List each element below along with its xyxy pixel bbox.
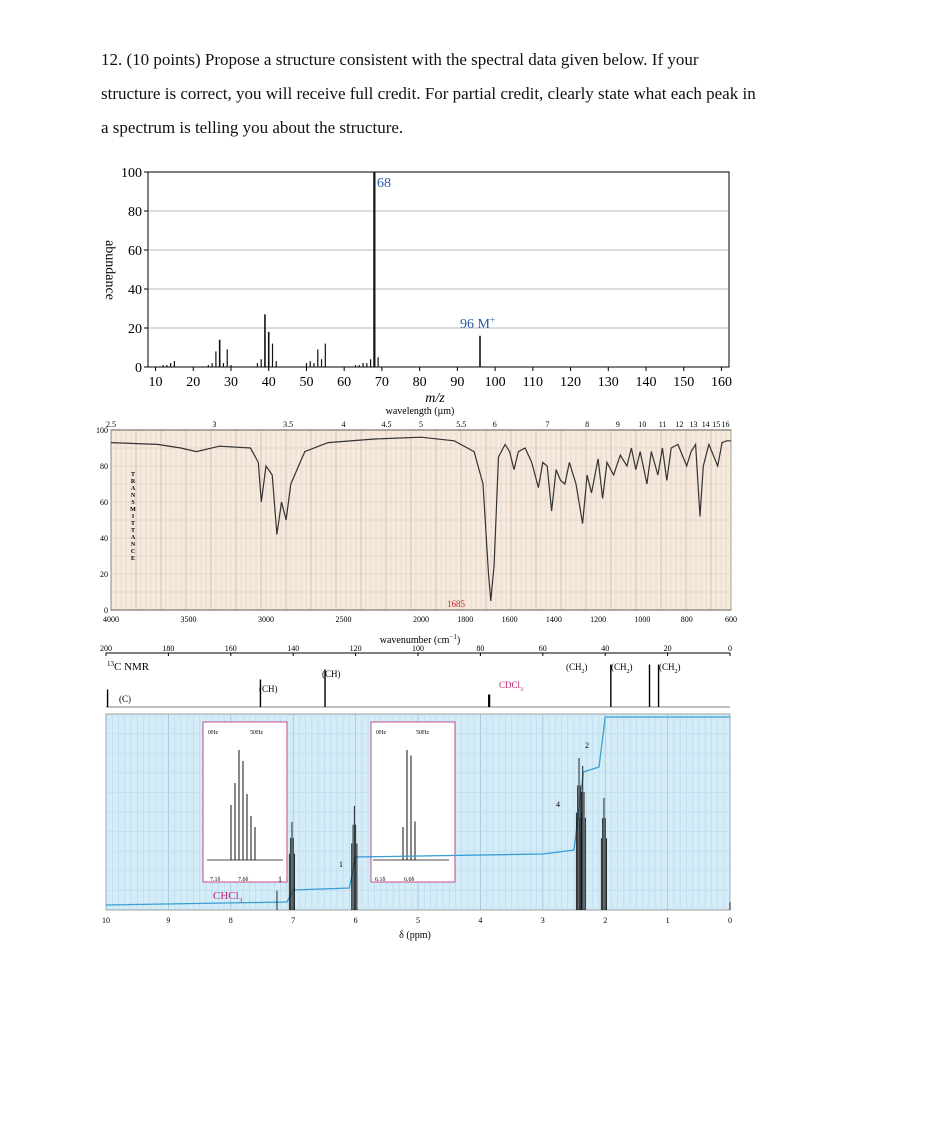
ms-peak-68: [373, 172, 375, 367]
ir-ytick-80: 80: [100, 462, 108, 471]
ir-ylabel-char: C: [130, 549, 136, 555]
h1-inset-left-ppm-a: 7.1δ: [210, 877, 221, 883]
ms-peak-27: [219, 340, 221, 367]
ms-ylabel: abundance: [102, 240, 117, 300]
ms-peak-96: [479, 336, 481, 367]
h1-tick-10: 10: [102, 916, 110, 925]
ms-ytick-label-40: 40: [128, 283, 142, 298]
ir-ylabel-char: T: [130, 472, 136, 478]
ms-xtick-label-50: 50: [299, 375, 314, 390]
c13-label-ch2-b: $(CH_2)$: [611, 662, 633, 675]
h1-tick-1: 1: [665, 916, 670, 925]
ms-xtick-label-20: 20: [186, 375, 201, 390]
h1-inset-left-hz0: 0Hz: [208, 730, 218, 736]
h1-tick-4: 4: [478, 916, 483, 925]
c13-tick-40: 40: [601, 644, 610, 653]
ir-ytick-20: 20: [100, 570, 108, 579]
ms-xtick-label-40: 40: [261, 375, 276, 390]
ir-ytick-40: 40: [100, 534, 108, 543]
h1-integral-label-4: 2: [585, 741, 589, 750]
ir-bottom-tick-1600: 1600: [501, 615, 518, 624]
h1-integral-label-2: 1: [339, 860, 343, 869]
ir-ylabel-char: N: [130, 542, 136, 548]
ms-peak-37: [257, 363, 258, 367]
ir-ylabel-char: A: [130, 486, 136, 492]
ir-top-tick-7: 7: [545, 420, 550, 429]
ms-xlabel: m/z: [425, 391, 445, 406]
ms-ytick-label-100: 100: [121, 166, 142, 181]
h1-tick-0: 0: [728, 916, 732, 925]
ms-peak-51: [310, 361, 311, 367]
h1-inset-right-hz0: 0Hz: [376, 730, 386, 736]
h1-tick-5: 5: [416, 916, 420, 925]
ms-peak-64: [359, 365, 360, 367]
ir-top-tick-2.5: 2.5: [106, 420, 116, 429]
ir-bottom-axis-label: wavenumber $(cm^{-1})$: [379, 633, 461, 646]
ms-peak-50: [306, 363, 307, 367]
question-line-1: 12. (10 points) Propose a structure consistent with the spectral data given below. If your: [101, 50, 699, 69]
ir-top-tick-4: 4: [341, 420, 346, 429]
ms-peak-25: [212, 363, 213, 367]
h1-inset-right-ppm-a: 6.1δ: [375, 877, 386, 883]
ms-xtick-label-120: 120: [560, 375, 582, 390]
ir-ylabel-char: E: [130, 556, 136, 562]
ms-ytick-label-0: 0: [135, 361, 142, 376]
ms-peak-55: [325, 344, 326, 367]
ms-xtick-label-130: 130: [597, 375, 619, 390]
ms-peak-41: [272, 344, 273, 367]
h1-inset-right-ppm-b: 6.0δ: [404, 877, 415, 883]
ms-peak-39: [264, 314, 266, 367]
h1-inset-left-ppm-b: 7.0δ: [238, 877, 249, 883]
ir-top-tick-13: 13: [689, 420, 698, 429]
ms-peak-26: [215, 351, 216, 367]
question-line-2: structure is correct, you will receive full credit. For partial credit, clearly state what each peak in: [101, 84, 756, 103]
ir-top-tick-11: 11: [658, 420, 667, 429]
ir-ylabel-char: A: [130, 535, 136, 541]
ir-top-axis-label: wavelength (µm): [385, 406, 455, 417]
ms-label-base-peak: 68: [377, 176, 391, 191]
ir-ylabel-char: N: [130, 493, 136, 499]
ms-ytick-label-80: 80: [128, 205, 142, 220]
h1-inset-right-hz50: 50Hz: [416, 730, 429, 736]
c13-tick-120: 120: [349, 644, 362, 653]
ir-bottom-tick-1000: 1000: [634, 615, 651, 624]
c13-tick-20: 20: [663, 644, 672, 653]
ir-ylabel-char: R: [130, 479, 136, 485]
ms-peak-13: [166, 365, 167, 367]
ms-peak-42: [276, 361, 277, 367]
c13-tick-160: 160: [224, 644, 237, 653]
ir-ylabel-char: M: [130, 507, 136, 513]
ir-top-tick-3.5: 3.5: [283, 420, 294, 429]
c13-label-c: (C): [119, 694, 131, 704]
ir-bottom-tick-1400: 1400: [545, 615, 562, 624]
ir-bottom-tick-3000: 3000: [258, 615, 274, 624]
c13-tick-140: 140: [287, 644, 300, 653]
ir-ylabel-char: T: [130, 521, 136, 527]
c13-label-ch-2: (CH): [322, 669, 341, 679]
h1-tick-3: 3: [540, 916, 545, 925]
ms-plot-frame: [148, 172, 729, 367]
h1-inset-left-hz50: 50Hz: [250, 730, 263, 736]
h1-tick-9: 9: [166, 916, 171, 925]
c13-tick-100: 100: [412, 644, 424, 653]
ms-ytick-label-60: 60: [128, 244, 142, 259]
c13-tick-0: 0: [728, 644, 732, 653]
ir-ylabel-char: T: [130, 528, 136, 534]
ms-peak-40: [268, 332, 270, 367]
ir-ytick-60: 60: [100, 498, 108, 507]
ms-peak-63: [355, 365, 356, 367]
h1-integral-label-1: 1: [278, 875, 282, 884]
ir-top-tick-15: 15: [712, 420, 721, 429]
ms-peak-54: [321, 359, 322, 367]
ir-bottom-tick-1200: 1200: [590, 615, 607, 624]
ms-xtick-label-110: 110: [522, 375, 544, 390]
ms-peak-52: [313, 363, 314, 367]
ms-xtick-label-100: 100: [484, 375, 506, 390]
h1-tick-7: 7: [291, 916, 296, 925]
ms-peak-12: [162, 365, 163, 367]
ms-peak-65: [362, 363, 363, 367]
h1-inset-right: [371, 722, 455, 882]
ms-peak-28: [223, 363, 224, 367]
h1-tick-6: 6: [353, 916, 358, 925]
ms-ytick-label-20: 20: [128, 322, 142, 337]
h1-chcl3-label: CHCl$_3$: [213, 890, 243, 905]
c13-tick-200: 200: [100, 644, 112, 653]
ir-ytick-0: 0: [104, 606, 108, 615]
ms-peak-69: [378, 357, 379, 367]
ir-ylabel-char: I: [131, 514, 135, 520]
ir-top-tick-10: 10: [638, 420, 647, 429]
c13-tick-180: 180: [162, 644, 175, 653]
h1-inset-left: [203, 722, 287, 882]
ir-top-tick-3: 3: [212, 420, 217, 429]
mass-spectrum-chart: [90, 160, 750, 410]
ms-xtick-label-150: 150: [673, 375, 695, 390]
ms-peak-29: [227, 349, 228, 367]
ms-xtick-label-140: 140: [635, 375, 657, 390]
ir-ytick-100: 100: [96, 426, 108, 435]
question-line-3: a spectrum is telling you about the structure.: [101, 118, 404, 137]
ms-peak-14: [170, 363, 171, 367]
ir-top-tick-9: 9: [615, 420, 620, 429]
ms-xtick-label-30: 30: [224, 375, 238, 390]
h1-integral-label-3: 4: [556, 800, 560, 809]
ir-bottom-tick-2500: 2500: [335, 615, 352, 624]
ms-peak-15: [174, 361, 175, 367]
ms-peak-30: [230, 365, 231, 367]
c13-tick-80: 80: [476, 644, 485, 653]
ir-bottom-tick-4000: 4000: [103, 615, 119, 624]
ms-xtick-label-160: 160: [710, 375, 732, 390]
h1-tick-2: 2: [603, 916, 608, 925]
c13-tick-60: 60: [538, 644, 547, 653]
ir-bottom-tick-600: 600: [725, 615, 737, 624]
ms-peak-24: [208, 365, 209, 367]
ir-peak-label-1685: 1685: [447, 599, 465, 609]
ms-xtick-label-60: 60: [337, 375, 352, 390]
ir-top-tick-8: 8: [585, 420, 590, 429]
c13-label-cdcl3: CDCl$_3$: [499, 680, 524, 693]
h1-tick-8: 8: [228, 916, 233, 925]
ms-xtick-label-80: 80: [412, 375, 427, 390]
c13-label-ch-1: (CH): [259, 684, 278, 694]
h1-xlabel: δ (ppm): [399, 930, 431, 941]
ir-bottom-tick-1800: 1800: [457, 615, 474, 624]
ir-ylabel-char: S: [131, 500, 135, 506]
ms-peak-66: [366, 363, 367, 367]
c13-nmr-chart: [100, 642, 743, 717]
ir-top-tick-5: 5: [419, 420, 423, 429]
ms-xtick-label-10: 10: [148, 375, 163, 390]
ms-peak-38: [261, 359, 262, 367]
h1-nmr-chart: [103, 712, 743, 942]
ir-top-tick-6: 6: [492, 420, 497, 429]
ir-top-tick-5.5: 5.5: [456, 420, 467, 429]
ms-xtick-label-90: 90: [450, 375, 465, 390]
c13-label-ch2-a: $(CH_2)$: [566, 662, 588, 675]
c13-label-ch2-c: $(CH_2)$: [659, 662, 681, 675]
ms-xtick-label-70: 70: [374, 375, 389, 390]
ir-top-tick-12: 12: [675, 420, 684, 429]
ms-label-molecular-ion: 96 M+: [460, 315, 496, 332]
ir-bottom-tick-3500: 3500: [180, 615, 197, 624]
ir-bottom-tick-800: 800: [680, 615, 693, 624]
ir-spectrum-chart: [80, 400, 750, 655]
ms-peak-53: [317, 349, 318, 367]
ir-top-tick-14: 14: [701, 420, 710, 429]
ir-bottom-tick-2000: 2000: [413, 615, 429, 624]
ir-top-tick-16: 16: [721, 420, 730, 429]
ir-top-tick-4.5: 4.5: [381, 420, 392, 429]
ms-peak-67: [370, 359, 371, 367]
c13-title: $^{13}$C NMR: [107, 660, 150, 673]
